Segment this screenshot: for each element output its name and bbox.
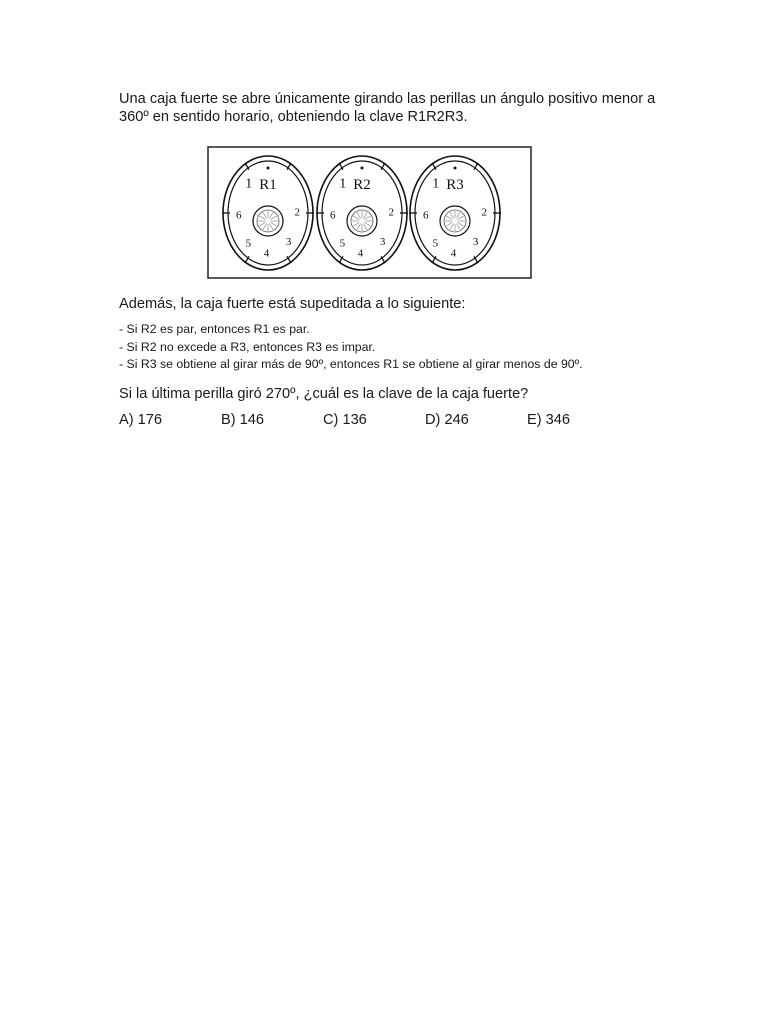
option-e: E) 346 (527, 412, 570, 428)
dial-number-3: 3 (472, 235, 479, 248)
dial-number-1: 1 (245, 176, 253, 192)
safe-dials-diagram (207, 146, 532, 279)
option-a: A) 176 (119, 412, 162, 428)
condition-item-3: - Si R3 se obtiene al girar más de 90º, entonces R1 se obtiene al girar menos de 90º. (119, 357, 583, 371)
indicator-dot (267, 167, 270, 170)
option-b: B) 146 (221, 412, 264, 428)
option-c: C) 136 (323, 412, 367, 428)
dial-number-1: 1 (432, 176, 440, 192)
dial-number-4: 4 (357, 247, 364, 260)
condition-item-1: - Si R2 es par, entonces R1 es par. (119, 322, 310, 336)
dial-number-2: 2 (481, 206, 487, 219)
intro-line-1: Una caja fuerte se abre únicamente girando las perillas un ángulo positivo menor a (119, 91, 656, 107)
dial-number-2: 2 (388, 206, 394, 219)
dial-number-3: 3 (379, 235, 386, 248)
dial-number-2: 2 (294, 206, 300, 219)
problem-intro (119, 91, 655, 126)
dial-number-5: 5 (339, 237, 346, 250)
conditions-list (119, 321, 583, 374)
intro-line-2: 360º en sentido horario, obteniendo la clave R1R2R3. (119, 108, 468, 125)
dial-number-4: 4 (263, 247, 270, 260)
indicator-dot (454, 167, 457, 170)
dial-number-4: 4 (450, 247, 457, 260)
dial-number-5: 5 (245, 237, 252, 250)
conditions-heading: Además, la caja fuerte está supeditada a lo siguiente: (119, 296, 466, 312)
dial-label: R1 (259, 177, 277, 193)
dial-number-6: 6 (330, 209, 336, 222)
question-text: Si la última perilla giró 270º, ¿cuál es la clave de la caja fuerte? (119, 386, 529, 402)
dials-svg (207, 146, 532, 279)
dial-number-6: 6 (236, 209, 242, 222)
dial-label: R3 (446, 177, 464, 193)
dial-number-3: 3 (285, 235, 292, 248)
dial-number-1: 1 (339, 176, 347, 192)
dial-number-6: 6 (423, 209, 429, 222)
option-d: D) 246 (425, 412, 469, 428)
dial-label: R2 (353, 177, 371, 193)
condition-item-2: - Si R2 no excede a R3, entonces R3 es impar. (119, 339, 376, 354)
indicator-dot (361, 167, 364, 170)
dial-number-5: 5 (432, 237, 439, 250)
